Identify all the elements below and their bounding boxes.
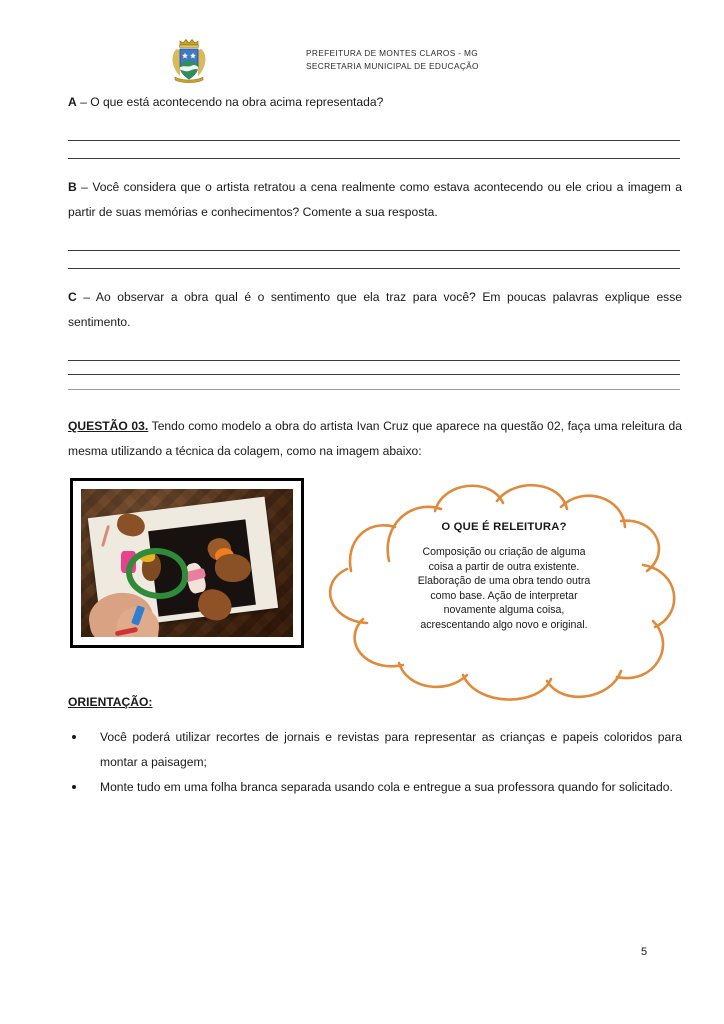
brown-paper-cutout	[215, 554, 251, 582]
cloud-body	[359, 545, 649, 633]
question-c-label: C	[68, 290, 77, 304]
answer-line-c-3[interactable]	[68, 389, 680, 390]
question-a-body: O que está acontecendo na obra acima representada?	[90, 95, 384, 109]
cloud-body-line: como base. Ação de interpretar	[430, 589, 578, 602]
bullet-icon	[72, 735, 76, 739]
cloud-body-line: acrescentando algo novo e original.	[420, 618, 588, 631]
answer-line-c-1[interactable]	[68, 360, 680, 361]
collage-activity-photo	[70, 478, 304, 648]
question-b-text	[68, 175, 682, 225]
cloud-text-block	[359, 521, 649, 633]
list-item-text: Monte tudo em uma folha branca separada usando cola e entregue a sua professora quando for solicitado.	[100, 780, 673, 794]
list-item-text: Você poderá utilizar recortes de jornais e revistas para representar as crianças e papeis coloridos para montar a paisagem;	[100, 730, 682, 769]
header-institution-text	[306, 47, 479, 73]
orientacao-list	[68, 725, 682, 800]
bullet-icon	[72, 785, 76, 789]
questao-03-body: Tendo como modelo a obra do artista Ivan Cruz que aparece na questão 02, faça uma releitura da mesma utilizando a técnica da colagem, como na imagem abaixo:	[68, 419, 682, 458]
answer-line-b-2[interactable]	[68, 268, 680, 269]
orientacao-heading: ORIENTAÇÃO:	[68, 695, 153, 709]
question-a-label: A	[68, 95, 77, 109]
list-item	[68, 725, 682, 775]
question-b-label: B	[68, 180, 77, 194]
cloud-body-line: novamente alguma coisa,	[443, 604, 565, 617]
answer-line-a-2[interactable]	[68, 158, 680, 159]
answer-line-b-1[interactable]	[68, 250, 680, 251]
coat-of-arms-icon	[168, 36, 210, 84]
question-b-dash: –	[76, 180, 93, 194]
document-header	[168, 34, 648, 86]
answer-line-a-1[interactable]	[68, 140, 680, 141]
question-b-body: Você considera que o artista retratou a cena realmente como estava acontecendo ou ele criou a imagem a partir de suas memórias e conhecimentos? Comente a sua resposta.	[68, 180, 682, 219]
questao-03-text	[68, 414, 682, 464]
question-c-text	[68, 285, 682, 335]
photo-inner	[81, 489, 293, 637]
cloud-body-line: Elaboração de uma obra tendo outra	[417, 575, 591, 588]
releitura-cloud-callout	[311, 483, 697, 705]
question-c-body: Ao observar a obra qual é o sentimento que ela traz para você? Em poucas palavras explique esse sentimento.	[68, 290, 682, 329]
question-c-dash: –	[76, 290, 96, 304]
header-line-secretaria: SECRETARIA MUNICIPAL DE EDUCAÇÃO	[306, 61, 479, 71]
question-a-text	[68, 90, 682, 115]
cloud-body-line: coisa a partir de outra existente.	[428, 560, 580, 573]
cloud-title: O QUE É RELEITURA?	[441, 521, 567, 533]
cloud-body-line: Composição ou criação de alguma	[422, 546, 586, 558]
header-line-prefeitura: PREFEITURA DE MONTES CLAROS - MG	[306, 48, 479, 58]
page-number: 5	[641, 946, 648, 958]
questao-03-heading: QUESTÃO 03.	[68, 419, 149, 433]
question-a-dash: –	[76, 95, 91, 109]
answer-line-c-2[interactable]	[68, 374, 680, 375]
list-item	[68, 775, 682, 800]
